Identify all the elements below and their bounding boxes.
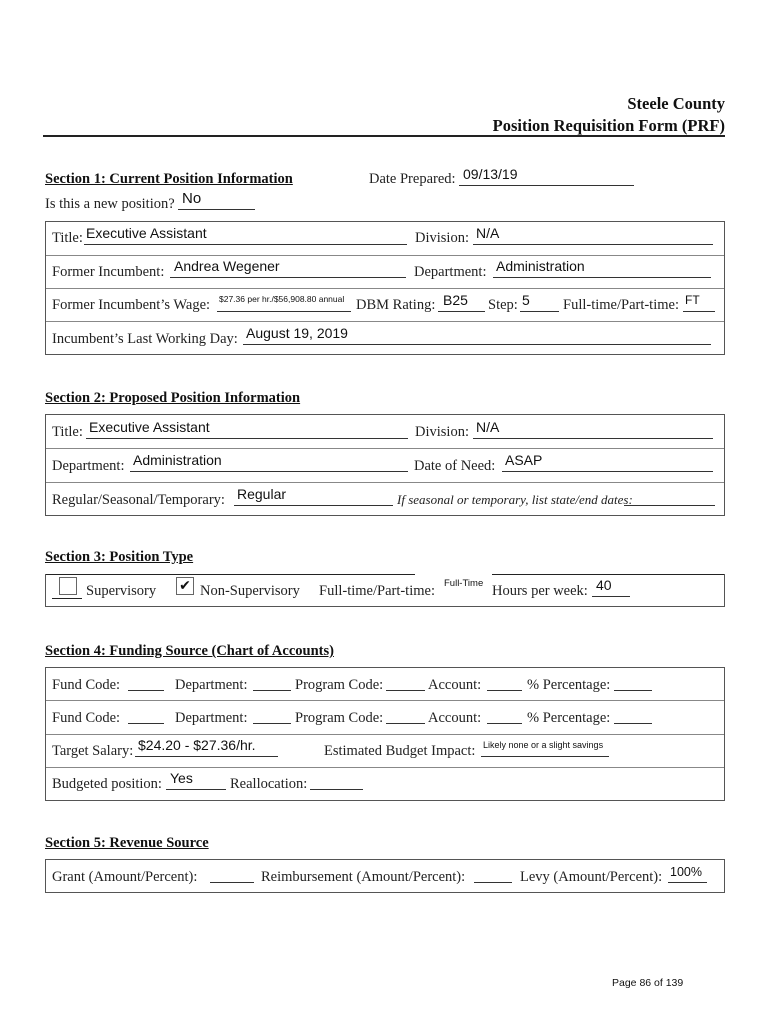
supervisory-label: Supervisory (86, 583, 157, 599)
program-code-field[interactable] (386, 675, 425, 691)
s2-division-field[interactable] (473, 423, 713, 439)
s1-department-value: Administration (496, 258, 585, 274)
row-divider (46, 448, 724, 449)
s3-ftpt-value: Full-Time (444, 578, 484, 589)
row-divider (46, 321, 724, 322)
fund-code-label: Fund Code: (52, 677, 121, 693)
supervisory-blank (52, 598, 82, 599)
percentage-field[interactable] (614, 675, 652, 691)
row-divider (46, 700, 724, 701)
program-code-label: Program Code: (295, 677, 384, 693)
step-label: Step: (488, 297, 518, 313)
rst-label: Regular/Seasonal/Temporary: (52, 492, 225, 508)
reimbursement-field[interactable] (474, 867, 512, 883)
wage-label: Former Incumbent’s Wage: (52, 297, 211, 313)
nonsupervisory-checkbox[interactable]: ✔ (176, 577, 194, 595)
seasonal-dates-field[interactable] (624, 490, 715, 506)
date-prepared-value: 09/13/19 (463, 166, 518, 182)
budgeted-value: Yes (170, 770, 193, 786)
row-divider (46, 288, 724, 289)
supervisory-checkbox[interactable] (59, 577, 77, 595)
row-divider (46, 734, 724, 735)
s1-division-label: Division: (415, 230, 469, 246)
s1-division-value: N/A (476, 225, 500, 241)
section3-heading: Section 3: Position Type (45, 549, 194, 565)
reallocation-label: Reallocation: (230, 776, 308, 792)
section1-heading: Section 1: Current Position Information (45, 171, 293, 187)
dbm-value: B25 (443, 292, 468, 308)
s2-title-value: Executive Assistant (89, 419, 210, 435)
last-day-label: Incumbent’s Last Working Day: (52, 331, 238, 347)
date-prepared-label: Date Prepared: (369, 171, 456, 187)
account-label: Account: (428, 677, 482, 693)
levy-label: Levy (Amount/Percent): (520, 869, 663, 885)
hours-label: Hours per week: (492, 583, 588, 599)
s2-department-value: Administration (133, 452, 222, 468)
form-title: Position Requisition Form (PRF) (492, 116, 725, 135)
fund-department-label: Department: (175, 677, 248, 693)
row-divider (46, 767, 724, 768)
s2-division-value: N/A (476, 419, 500, 435)
new-position-label: Is this a new position? (45, 196, 175, 212)
s1-ftpt-label: Full-time/Part-time: (563, 297, 679, 313)
seasonal-note: If seasonal or temporary, list state/end dates: (397, 492, 633, 507)
s2-title-label: Title: (52, 424, 83, 440)
budget-impact-label: Estimated Budget Impact: (324, 743, 476, 759)
reimbursement-label: Reimbursement (Amount/Percent): (261, 869, 466, 885)
s1-division-field[interactable] (473, 229, 713, 245)
date-need-value: ASAP (505, 452, 543, 468)
budget-impact-value: Likely none or a slight savings (483, 740, 604, 750)
program-code-field[interactable] (386, 708, 425, 724)
nonsupervisory-label: Non-Supervisory (200, 583, 300, 599)
target-salary-value: $24.20 - $27.36/hr. (138, 737, 256, 753)
last-day-value: August 19, 2019 (246, 325, 348, 341)
former-incumbent-value: Andrea Wegener (174, 258, 280, 274)
s1-ftpt-value: FT (685, 293, 700, 307)
account-field[interactable] (487, 708, 522, 724)
date-need-label: Date of Need: (414, 458, 496, 474)
account-label: Account: (428, 710, 482, 726)
county-name: Steele County (627, 94, 725, 113)
budgeted-label: Budgeted position: (52, 776, 162, 792)
section4-heading: Section 4: Funding Source (Chart of Accounts) (45, 643, 334, 659)
percentage-label: % Percentage: (527, 710, 611, 726)
percentage-field[interactable] (614, 708, 652, 724)
s2-division-label: Division: (415, 424, 469, 440)
fund-code-field[interactable] (128, 675, 164, 691)
dbm-label: DBM Rating: (356, 297, 436, 313)
new-position-value: No (182, 190, 202, 207)
former-incumbent-label: Former Incumbent: (52, 264, 165, 280)
step-value: 5 (522, 292, 530, 308)
target-salary-label: Target Salary: (52, 743, 134, 759)
account-field[interactable] (487, 675, 522, 691)
header-rule (43, 135, 725, 137)
row-divider (46, 482, 724, 483)
fund-department-field[interactable] (253, 675, 291, 691)
s1-title-label: Title: (52, 230, 83, 246)
hours-value: 40 (596, 577, 612, 593)
page-number: Page 86 of 139 (612, 977, 684, 989)
s1-department-label: Department: (414, 264, 487, 280)
levy-value: 100% (670, 865, 702, 879)
fund-department-field[interactable] (253, 708, 291, 724)
grant-field[interactable] (210, 867, 254, 883)
section5-heading: Section 5: Revenue Source (45, 835, 209, 851)
row-divider (46, 255, 724, 256)
percentage-label: % Percentage: (527, 677, 611, 693)
s1-title-value: Executive Assistant (86, 225, 207, 241)
fund-code-field[interactable] (128, 708, 164, 724)
rst-value: Regular (237, 486, 287, 502)
wage-value: $27.36 per hr./$56,908.80 annual (219, 294, 345, 304)
s2-department-label: Department: (52, 458, 125, 474)
program-code-label: Program Code: (295, 710, 384, 726)
grant-label: Grant (Amount/Percent): (52, 869, 198, 885)
reallocation-field[interactable] (310, 774, 363, 790)
fund-department-label: Department: (175, 710, 248, 726)
s3-ftpt-label: Full-time/Part-time: (319, 583, 435, 599)
fund-code-label: Fund Code: (52, 710, 121, 726)
section2-heading: Section 2: Proposed Position Information (45, 390, 301, 406)
